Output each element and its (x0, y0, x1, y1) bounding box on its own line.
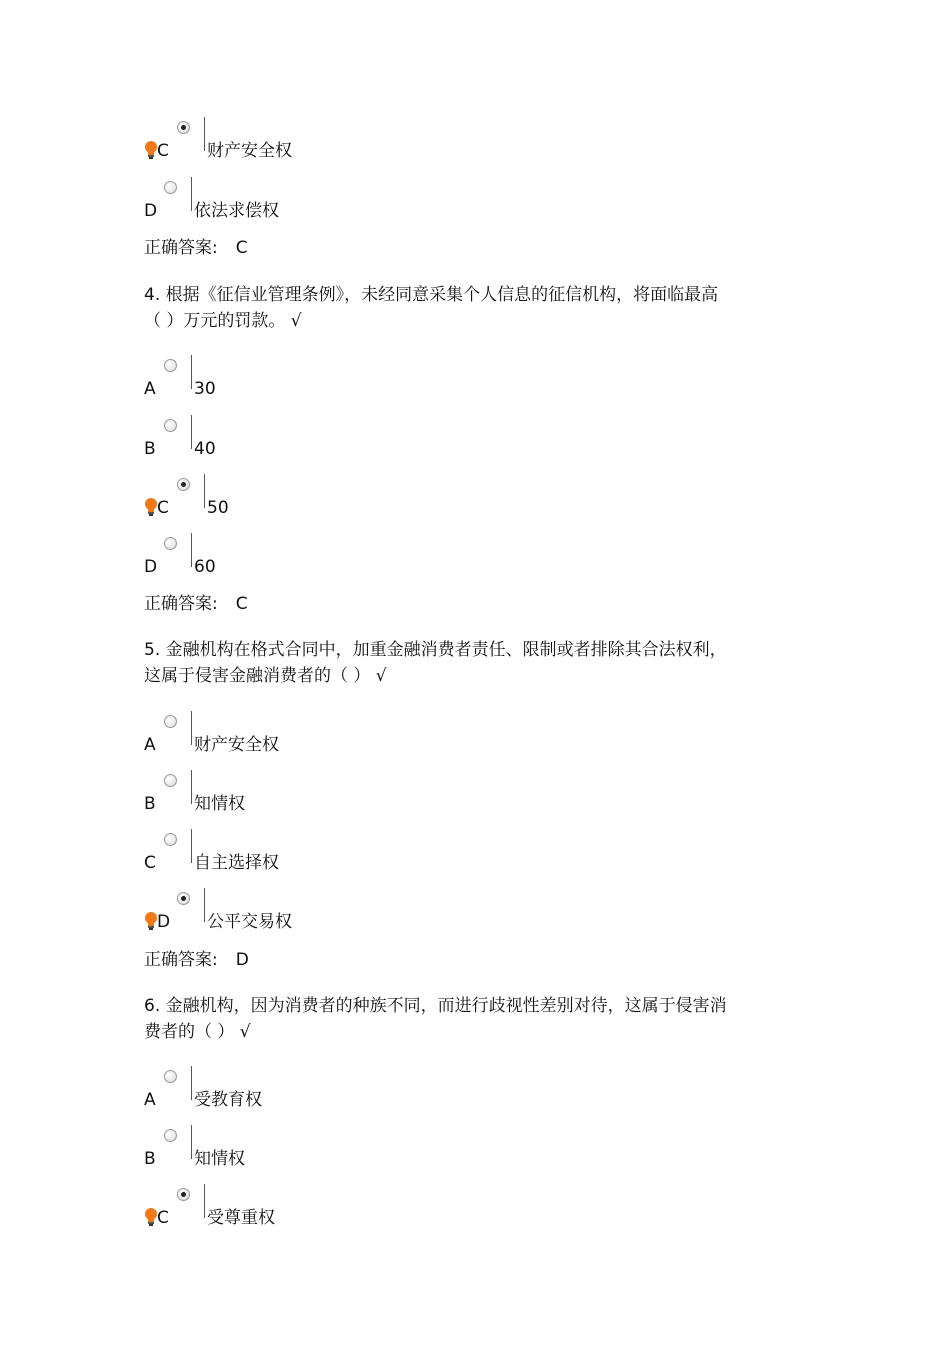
correct-answer (144, 594, 248, 614)
answer-label: 正确答案: (144, 950, 218, 970)
radio-button-icon[interactable] (164, 181, 177, 194)
radio-button-icon[interactable] (164, 715, 177, 728)
lightbulb-icon (144, 497, 158, 517)
option-c[interactable] (144, 829, 744, 873)
lightbulb-icon (144, 1207, 158, 1227)
option-c[interactable] (144, 474, 744, 518)
answer-value: D (235, 950, 249, 970)
option-letter: B (144, 794, 156, 814)
option-letter: A (144, 1090, 156, 1110)
radio-button-icon[interactable] (177, 121, 190, 134)
option-c[interactable] (144, 117, 744, 161)
radio-selected-dot (181, 896, 186, 901)
option-divider (204, 117, 205, 151)
option-text: 知情权 (194, 1149, 245, 1169)
option-letter: C (157, 1208, 169, 1228)
option-letter: D (144, 557, 158, 577)
radio-button-icon[interactable] (164, 1070, 177, 1083)
option-text: 30 (194, 379, 216, 399)
option-letter: A (144, 379, 156, 399)
option-divider (191, 711, 192, 745)
option-divider (191, 829, 192, 863)
option-divider (191, 770, 192, 804)
option-text: 受尊重权 (207, 1208, 275, 1228)
option-a[interactable] (144, 711, 744, 755)
answer-value: C (235, 238, 248, 258)
answer-label: 正确答案: (144, 238, 218, 258)
lightbulb-icon (144, 140, 158, 160)
option-d[interactable] (144, 177, 744, 221)
radio-button-icon[interactable] (164, 537, 177, 550)
option-divider (191, 177, 192, 211)
option-divider (204, 474, 205, 508)
question-line: 5. 金融机构在格式合同中，加重金融消费者责任、限制或者排除其合法权利， (144, 640, 727, 660)
radio-selected-dot (181, 125, 186, 130)
radio-button-icon[interactable] (164, 359, 177, 372)
answer-label: 正确答案: (144, 594, 218, 614)
radio-button-icon[interactable] (164, 1129, 177, 1142)
correct-answer (144, 238, 248, 258)
option-text: 60 (194, 557, 216, 577)
option-c[interactable] (144, 1184, 744, 1228)
option-a[interactable] (144, 1066, 744, 1110)
question-line: （ ）万元的罚款。 √ (144, 311, 302, 331)
option-b[interactable] (144, 1125, 744, 1169)
lightbulb-icon (144, 911, 158, 931)
option-letter: B (144, 1149, 156, 1169)
option-text: 财产安全权 (194, 735, 279, 755)
option-letter: D (144, 201, 158, 221)
option-divider (191, 1066, 192, 1100)
option-text: 财产安全权 (207, 141, 292, 161)
option-divider (191, 1125, 192, 1159)
option-text: 知情权 (194, 794, 245, 814)
option-text: 公平交易权 (207, 912, 292, 932)
radio-selected-dot (181, 482, 186, 487)
radio-selected-dot (181, 1192, 186, 1197)
radio-button-icon[interactable] (177, 1188, 190, 1201)
question-line: 4. 根据《征信业管理条例》，未经同意采集个人信息的征信机构，将面临最高 (144, 285, 719, 305)
option-letter: C (157, 141, 169, 161)
radio-button-icon[interactable] (164, 833, 177, 846)
option-b[interactable] (144, 770, 744, 814)
option-a[interactable] (144, 355, 744, 399)
correct-answer (144, 950, 249, 970)
radio-button-icon[interactable] (177, 892, 190, 905)
option-divider (191, 415, 192, 449)
option-letter: B (144, 439, 156, 459)
option-text: 自主选择权 (194, 853, 279, 873)
option-text: 依法求偿权 (194, 201, 279, 221)
option-letter: C (157, 498, 169, 518)
radio-button-icon[interactable] (177, 478, 190, 491)
question-line: 这属于侵害金融消费者的（ ） √ (144, 666, 387, 686)
option-divider (191, 355, 192, 389)
option-b[interactable] (144, 415, 744, 459)
option-d[interactable] (144, 888, 744, 932)
option-divider (204, 1184, 205, 1218)
answer-value: C (235, 594, 248, 614)
radio-button-icon[interactable] (164, 774, 177, 787)
option-text: 40 (194, 439, 216, 459)
option-text: 受教育权 (194, 1090, 262, 1110)
question-line: 6. 金融机构，因为消费者的种族不同，而进行歧视性差别对待，这属于侵害消 (144, 996, 727, 1016)
option-letter: C (144, 853, 156, 873)
question-line: 费者的（ ） √ (144, 1022, 251, 1042)
question-text (144, 993, 774, 1045)
question-text (144, 637, 774, 689)
option-letter: A (144, 735, 156, 755)
option-d[interactable] (144, 533, 744, 577)
radio-button-icon[interactable] (164, 419, 177, 432)
option-letter: D (157, 912, 171, 932)
option-divider (204, 888, 205, 922)
option-divider (191, 533, 192, 567)
question-text (144, 282, 774, 334)
option-text: 50 (207, 498, 229, 518)
